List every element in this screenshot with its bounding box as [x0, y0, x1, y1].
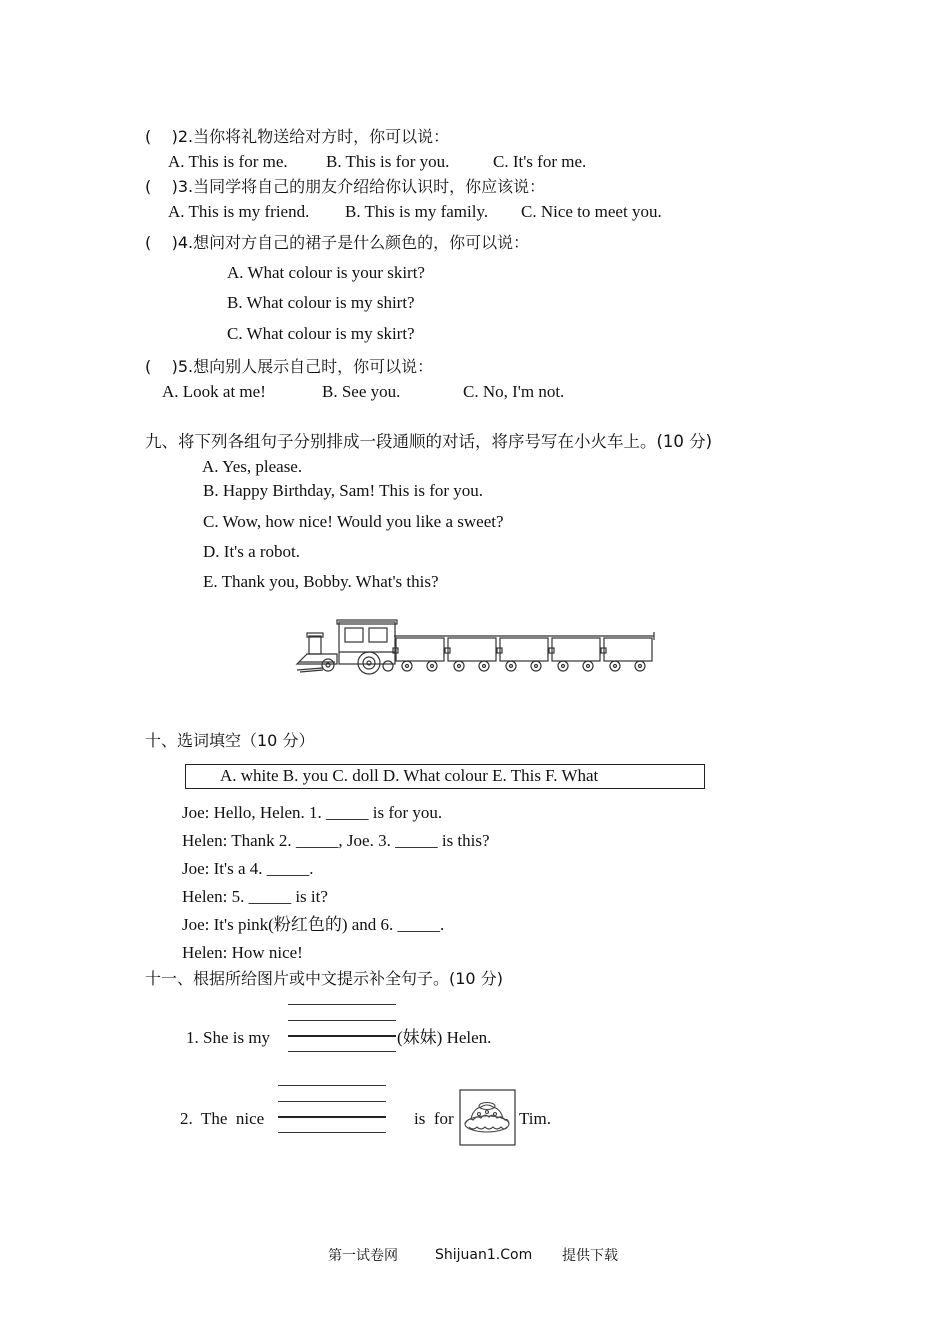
q4-option-c: C. What colour is my skirt?	[227, 324, 415, 343]
word-bank-box	[185, 764, 705, 789]
writing-line	[288, 1020, 396, 1021]
q5-option-c: C. No, I'm not.	[463, 382, 565, 401]
section9-item-d: D. It's a robot.	[203, 542, 301, 561]
sentence2-mid: is for	[414, 1109, 454, 1128]
writing-line	[288, 1051, 396, 1052]
q3-option-c: C. Nice to meet you.	[521, 202, 662, 221]
dialogue-line-5: Joe: It's pink(粉红色的) and 6. _____.	[182, 915, 445, 934]
sentence1-hint: (妹妹) Helen.	[397, 1028, 492, 1047]
section10-title: 十、选词填空（10 分）	[145, 731, 315, 750]
q3-option-b: B. This is my family.	[345, 202, 489, 221]
section9-item-a: A. Yes, please.	[202, 457, 303, 476]
q4-option-a: A. What colour is your skirt?	[227, 263, 425, 282]
writing-line	[278, 1085, 386, 1086]
dialogue-line-3: Joe: It's a 4. _____.	[182, 859, 314, 878]
dialogue-line-2: Helen: Thank 2. _____, Joe. 3. _____ is this?	[182, 831, 490, 850]
q2-option-c: C. It's for me.	[493, 152, 587, 171]
section9-item-c: C. Wow, how nice! Would you like a sweet?	[203, 512, 504, 531]
section9-item-b: B. Happy Birthday, Sam! This is for you.	[203, 481, 484, 500]
q2-option-b: B. This is for you.	[326, 152, 450, 171]
writing-line	[278, 1101, 386, 1102]
q5-stem: ( )5.想向别人展示自己时，你可以说：	[145, 357, 434, 376]
q4-stem: ( )4.想问对方自己的裙子是什么颜色的，你可以说：	[145, 233, 530, 252]
writing-line	[278, 1116, 386, 1118]
sentence1-prefix: 1. She is my	[186, 1028, 271, 1047]
q2-option-a: A. This is for me.	[168, 152, 288, 171]
footer-left-text: 第一试卷网	[328, 1248, 398, 1264]
q5-option-b: B. See you.	[322, 382, 401, 401]
writing-line	[288, 1035, 396, 1037]
section9-title: 九、将下列各组句子分别排成一段通顺的对话，将序号写在小火车上。(10 分)	[145, 432, 713, 451]
q5-option-a: A. Look at me!	[162, 382, 266, 401]
sentence2-prefix: 2. The nice	[180, 1109, 265, 1128]
writing-line	[278, 1132, 386, 1133]
q2-stem: ( )2.当你将礼物送给对方时，你可以说：	[145, 127, 450, 146]
q3-option-a: A. This is my friend.	[168, 202, 310, 221]
q3-stem: ( )3.当同学将自己的朋友介绍给你认识时，你应该说：	[145, 177, 546, 196]
dialogue-line-4: Helen: 5. _____ is it?	[182, 887, 328, 906]
word-bank-text: A. white B. you C. doll D. What colour E. This F. What	[220, 766, 599, 785]
sentence2-suffix: Tim.	[519, 1109, 551, 1128]
q4-option-b: B. What colour is my shirt?	[227, 293, 415, 312]
dialogue-line-6: Helen: How nice!	[182, 943, 303, 962]
train-illustration	[295, 618, 660, 676]
section9-item-e: E. Thank you, Bobby. What's this?	[203, 572, 439, 591]
footer-right-text: 提供下载	[562, 1248, 618, 1264]
section11-title: 十一、根据所给图片或中文提示补全句子。(10 分)	[145, 969, 503, 988]
cake-picture	[459, 1089, 517, 1147]
writing-line	[288, 1004, 396, 1005]
footer-site-link[interactable]: Shijuan1.Com	[435, 1247, 533, 1263]
dialogue-line-1: Joe: Hello, Helen. 1. _____ is for you.	[182, 803, 443, 822]
